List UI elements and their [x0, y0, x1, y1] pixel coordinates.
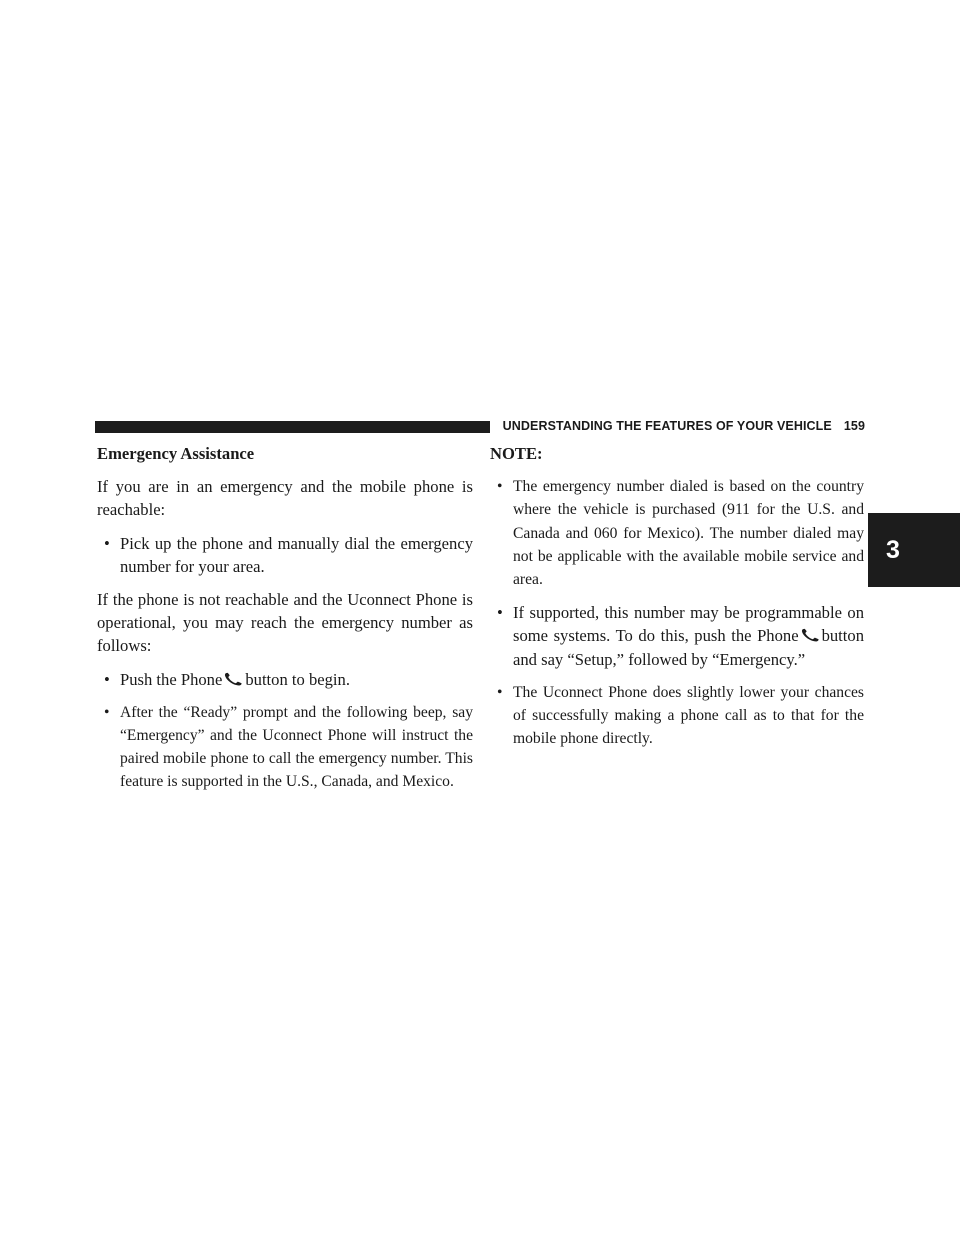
- right-column: [490, 442, 864, 750]
- phone-handset-icon: [224, 672, 243, 686]
- list-item: [97, 532, 473, 578]
- header-rule: [95, 421, 490, 433]
- list-item: [490, 681, 864, 751]
- left-column: [97, 442, 473, 794]
- bullet-icon: •: [497, 478, 503, 496]
- running-header: [502, 419, 865, 433]
- list-item-text: Pick up the phone and manually dial the emergency number for your area.: [120, 533, 473, 576]
- list-item: [490, 601, 864, 671]
- bullet-icon: •: [104, 703, 110, 721]
- list-item-text: The Uconnect Phone does slightly lower your chances of successfully making a phone call as to that for the mobile phone directly.: [513, 683, 864, 748]
- body-paragraph: If the phone is not reachable and the Uconnect Phone is operational, you may reach the emergency number as follows:: [97, 590, 473, 656]
- section-title: UNDERSTANDING THE FEATURES OF YOUR VEHICLE: [502, 419, 832, 433]
- list-item-text: After the “Ready” prompt and the following beep, say “Emergency” and the Uconnect Phone will instruct the paired mobile phone to call the emergency number. This feature is supported in the U.S., Canada, and Mexico.: [120, 703, 473, 791]
- bullet-icon: •: [497, 683, 503, 701]
- intro-paragraph: If you are in an emergency and the mobile phone is reachable:: [97, 477, 473, 520]
- list-item-text: button and say “Setup,” followed by “Emergency.”: [513, 626, 864, 669]
- phone-handset-icon: [801, 628, 820, 642]
- section-heading: Emergency Assistance: [97, 444, 255, 463]
- list-item-text: If supported, this number may be programmable on some systems. To do this, push the Phone: [513, 603, 864, 646]
- list-item: [97, 668, 473, 691]
- page-number: 159: [843, 419, 865, 433]
- note-heading: NOTE:: [490, 444, 543, 463]
- list-item: [490, 475, 864, 591]
- chapter-tab: 3: [868, 513, 960, 587]
- list-item-text: The emergency number dialed is based on the country where the vehicle is purchased (911 for the U.S. and Canada and 060 for Mexico). The number dialed may not be applicable with the available mobile service and area.: [513, 478, 864, 589]
- list-item: [97, 701, 473, 794]
- bullet-icon: •: [104, 669, 110, 689]
- list-item-text: button to begin.: [245, 669, 350, 689]
- bullet-icon: •: [497, 603, 503, 623]
- list-item-text: Push the Phone: [120, 669, 223, 689]
- bullet-icon: •: [104, 533, 110, 553]
